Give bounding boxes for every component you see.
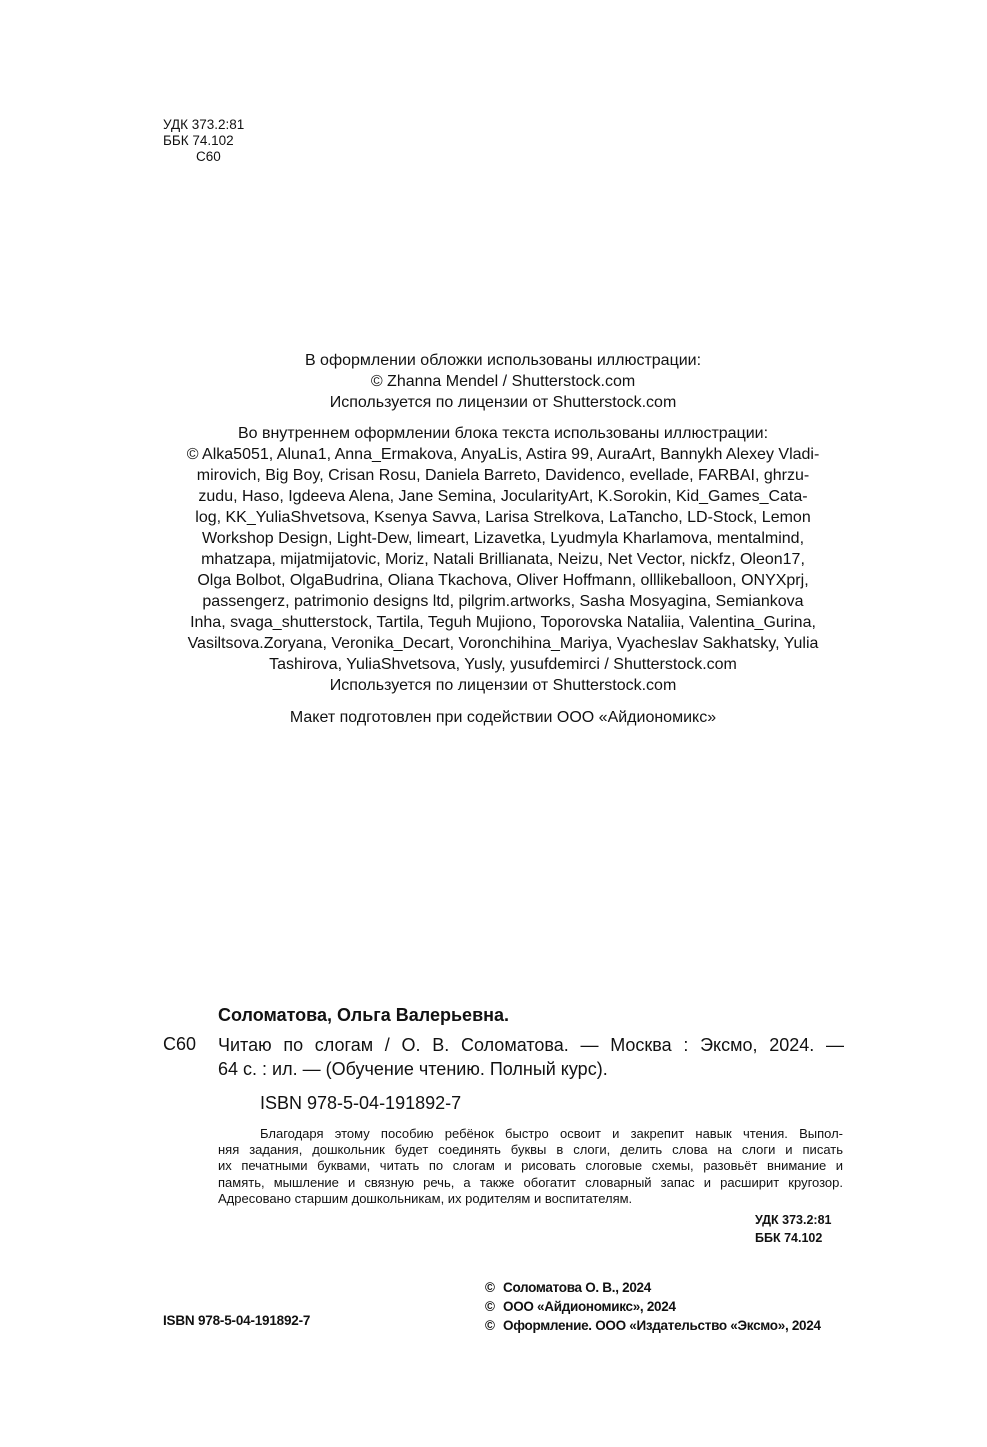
record-bbk: ББК 74.102 bbox=[755, 1231, 823, 1245]
record-annotation bbox=[218, 1126, 843, 1207]
bbk-code: ББК 74.102 bbox=[163, 133, 234, 148]
record-udk: УДК 373.2:81 bbox=[755, 1213, 832, 1227]
inner-credit-line: © Alka5051, Aluna1, Anna_Ermakova, AnyaLis, Astira 99, AuraArt, Bannykh Alexey Vladi- bbox=[186, 446, 820, 463]
inner-heading: Во внутреннем оформлении блока текста использованы иллюстрации: bbox=[237, 425, 769, 442]
footer-copyrights bbox=[485, 1278, 821, 1335]
author-mark: С60 bbox=[196, 149, 221, 164]
inner-credit-line: passengerz, patrimonio designs ltd, pilgrim.artworks, Sasha Mosyagina, Semiankova bbox=[202, 593, 804, 610]
copyright-icon: © bbox=[485, 1280, 495, 1295]
annotation-line: их печатными буквами, читать по слогам и рисовать слоговые схемы, разовьёт внимание и bbox=[218, 1158, 843, 1174]
record-title-line-2: 64 с. : ил. — (Обучение чтению. Полный курс). bbox=[218, 1059, 608, 1079]
copyright-text: ООО «Айдиономикс», 2024 bbox=[503, 1299, 676, 1314]
record-author: Соломатова, Ольга Валерьевна. bbox=[218, 1005, 510, 1025]
cover-artist: © Zhanna Mendel / Shutterstock.com bbox=[370, 373, 636, 390]
annotation-line: Благодаря этому пособию ребёнок быстро освоит и закрепит навык чтения. Выпол- bbox=[260, 1126, 843, 1141]
annotation-line: Адресовано старшим дошкольникам, их родителям и воспитателям. bbox=[218, 1190, 633, 1206]
annotation-line: память, мышление и связную речь, а также обогатит словарный запас и расширит кругозор. bbox=[218, 1174, 843, 1190]
layout-note: Макет подготовлен при содействии ООО «Айдиономикс» bbox=[289, 709, 717, 726]
annotation-line: няя задания, дошкольник будет соединять буквы в слоги, делить слова на слоги и писать bbox=[218, 1142, 843, 1158]
inner-license: Используется по лицензии от Shutterstock.com bbox=[329, 677, 677, 694]
copyright-text: Соломатова О. В., 2024 bbox=[503, 1280, 651, 1295]
copyright-line bbox=[485, 1278, 821, 1297]
inner-credit-line: Workshop Design, Light-Dew, limeart, Lizavetka, Lyudmyla Kharlamova, mentalmind, bbox=[201, 530, 805, 547]
inner-credit-line: Tashirova, YuliaShvetsova, Yusly, yusufdemirci / Shutterstock.com bbox=[269, 656, 737, 673]
copyright-line bbox=[485, 1316, 821, 1335]
illustration-credits bbox=[160, 350, 846, 728]
inner-credit-line: zudu, Haso, Igdeeva Alena, Jane Semina, JocularityArt, K.Sorokin, Kid_Games_Cata- bbox=[198, 488, 808, 505]
library-codes bbox=[163, 117, 244, 165]
copyright-text: Оформление. ООО «Издательство «Эксмо», 2024 bbox=[503, 1318, 821, 1333]
copyright-line bbox=[485, 1297, 821, 1316]
inner-credit-line: Olga Bolbot, OlgaBudrina, Oliana Tkachova, Oliver Hoffmann, olllikeballoon, ONYXprj, bbox=[197, 572, 809, 589]
record-classification bbox=[755, 1211, 832, 1247]
copyright-icon: © bbox=[485, 1299, 495, 1314]
inner-credit-line: Inha, svaga_shutterstock, Tartila, Teguh Mujiono, Toporovska Nataliia, Valentina_Gurina, bbox=[190, 614, 816, 631]
inner-credit-line: mirovich, Big Boy, Crisan Rosu, Daniela Barreto, Davidenco, evellade, FARBAI, ghrzu- bbox=[196, 467, 810, 484]
record-isbn: ISBN 978-5-04-191892-7 bbox=[260, 1093, 462, 1113]
record-title-line-1: Читаю по слогам / О. В. Соломатова. — Москва : Эксмо, 2024. — bbox=[218, 1035, 844, 1055]
copyright-icon: © bbox=[485, 1318, 495, 1333]
inner-credit-line: Vasiltsova.Zoryana, Veronika_Decart, Voronchihina_Mariya, Vyacheslav Sakhatsky, Yulia bbox=[187, 635, 819, 652]
inner-credit-line: log, KK_YuliaShvetsova, Ksenya Savva, Larisa Strelkova, LaTancho, LD-Stock, Lemon bbox=[195, 509, 811, 526]
cover-heading: В оформлении обложки использованы иллюстрации: bbox=[304, 352, 702, 369]
record-classmark: С60 bbox=[163, 1034, 197, 1054]
udk-code: УДК 373.2:81 bbox=[163, 117, 245, 132]
footer-isbn: ISBN 978-5-04-191892-7 bbox=[163, 1313, 311, 1328]
cover-license: Используется по лицензии от Shutterstock.com bbox=[329, 394, 677, 411]
inner-credit-line: mhatzapa, mijatmijatovic, Moriz, Natali Brillianata, Neizu, Net Vector, nickfz, Oleon17, bbox=[201, 551, 805, 568]
